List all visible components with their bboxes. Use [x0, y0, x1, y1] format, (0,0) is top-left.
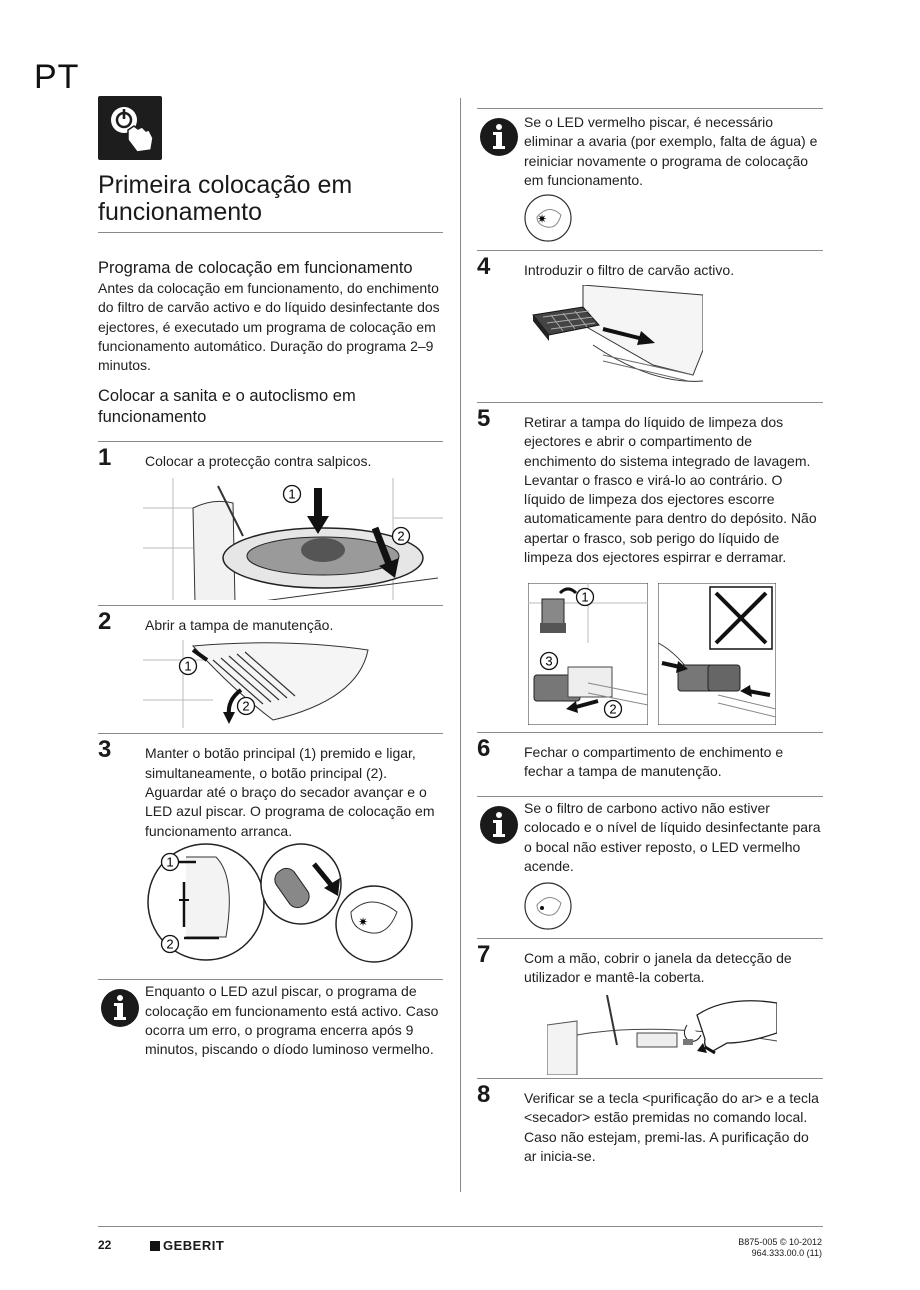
- info-text: Se o LED vermelho piscar, é necessário eliminar a avaria (por exemplo, falta de água) e reiniciar novamente o programa de colocação em funcionamento.: [524, 114, 818, 188]
- svg-text:1: 1: [166, 854, 174, 870]
- svg-text:3: 3: [545, 653, 553, 669]
- brand-square-icon: [150, 1241, 160, 1251]
- svg-text:✷: ✷: [537, 212, 548, 226]
- info-blue-led: [98, 979, 443, 1089]
- step-number: 8: [477, 1081, 491, 1108]
- step-4: [477, 250, 823, 402]
- step-text: Retirar a tampa do líquido de limpeza dos ejectores e abrir o compartimento de enchimento do sistema integrado de lavagem. Levantar o frasco e virá-lo ao contrário. O líquido de limpeza dos ejectores escorre automaticamente para dentro do depósito. Não apertar o frasco, sob perigo do líquido de limpeza dos ejectores espirrar e derramar.: [524, 414, 817, 566]
- language-code: PT: [34, 58, 80, 96]
- section-title-start: Colocar a sanita e o autoclismo em funcionamento: [98, 387, 356, 427]
- power-touch-icon: [102, 100, 158, 156]
- callout-2: [160, 934, 180, 959]
- step-6: [477, 732, 823, 796]
- step-number: 6: [477, 735, 491, 762]
- step-number: 3: [98, 736, 112, 764]
- info-icon: [479, 805, 519, 845]
- callout-3: [539, 651, 559, 676]
- svg-text:2: 2: [242, 698, 250, 714]
- column-divider: [460, 98, 461, 1192]
- step-text: Com a mão, cobrir o janela da detecção de utilizador e mantê-la coberta.: [524, 950, 792, 986]
- step-text: Verificar se a tecla <purificação do ar> e a tecla <secador> estão premidas no comando local. Caso não estejam, premi-las. A purificação do ar inicia-se.: [524, 1090, 819, 1164]
- step-2: [98, 605, 443, 733]
- main-button-illustration: [146, 842, 414, 966]
- svg-text:2: 2: [166, 936, 174, 952]
- step-1: [98, 441, 443, 605]
- red-led-on-icon: [523, 881, 573, 931]
- section-text-program: Antes da colocação em funcionamento, do enchimento do filtro de carvão activo e do líquido desinfectante dos ejectores, é executado um programa de colocação em funcionamento automático. Duração do programa 2–9 minutos.: [98, 280, 440, 374]
- step-number: 2: [98, 608, 112, 636]
- info-icon: [100, 988, 140, 1028]
- svg-text:1: 1: [288, 486, 296, 502]
- brand-logo: [150, 1238, 224, 1253]
- do-not-squeeze-illustration: [658, 583, 776, 725]
- svg-text:2: 2: [397, 528, 405, 544]
- step-text: Colocar a protecção contra salpicos.: [145, 453, 372, 470]
- document-code-line-2: 964.333.00.0 (11): [751, 1248, 822, 1258]
- callout-2: [603, 699, 623, 724]
- svg-text:1: 1: [184, 658, 192, 674]
- page-title: Primeira colocação em funcionamento: [98, 172, 443, 233]
- step-number: 4: [477, 253, 491, 280]
- step-text: Manter o botão principal (1) premido e ligar, simultaneamente, o botão principal (2). Aguardar até o braço do secador avançar e o LED azul piscar. O programa de colocação em funcionamento arranca.: [145, 745, 435, 839]
- svg-text:1: 1: [581, 589, 589, 605]
- step-5: [477, 402, 823, 732]
- left-column: [98, 96, 443, 1089]
- step-number: 7: [477, 941, 491, 968]
- info-text: Se o filtro de carbono activo não estiver colocado e o nível de líquido desinfectante para o bocal não estiver reposto, o LED vermelho acende.: [524, 800, 821, 874]
- step-number: 5: [477, 405, 491, 432]
- info-red-led-on: [477, 796, 823, 938]
- document-code: [738, 1237, 822, 1259]
- step-text: Introduzir o filtro de carvão activo.: [524, 262, 735, 278]
- maintenance-cover-illustration: [143, 640, 373, 728]
- step-text: Fechar o compartimento de enchimento e fechar a tampa de manutenção.: [524, 744, 784, 780]
- cover-sensor-illustration: [547, 995, 777, 1075]
- brand-name: GEBERIT: [163, 1238, 225, 1253]
- info-text: Enquanto o LED azul piscar, o programa de colocação em funcionamento está activo. Caso ocorra um erro, o programa encerra após 9 minutos, piscando o díodo luminoso vermelho.: [145, 983, 439, 1058]
- step-number: 1: [98, 444, 112, 472]
- callout-1: [575, 587, 595, 612]
- step-7: [477, 938, 823, 1078]
- callout-2: [236, 696, 256, 721]
- section-title-program: Programa de colocação em funcionamento: [98, 259, 413, 277]
- step-3: [98, 733, 443, 979]
- step-8: [477, 1078, 823, 1178]
- commissioning-symbol: [98, 96, 162, 160]
- info-red-led-blinking: [477, 108, 823, 250]
- right-column: [477, 108, 823, 1178]
- info-icon: [479, 117, 519, 157]
- callout-2: [391, 526, 411, 551]
- step-text: Abrir a tampa de manutenção.: [145, 617, 334, 634]
- callout-1: [160, 852, 180, 877]
- callout-1: [178, 656, 198, 681]
- page-number: 22: [98, 1238, 112, 1252]
- svg-text:✷: ✷: [358, 915, 369, 930]
- charcoal-filter-illustration: [523, 285, 703, 385]
- callout-1: [282, 484, 302, 509]
- red-led-blinking-icon: [523, 193, 573, 243]
- svg-text:2: 2: [609, 701, 617, 717]
- document-code-line-1: B875-005 © 10-2012: [738, 1237, 822, 1247]
- footer-divider: [98, 1226, 823, 1227]
